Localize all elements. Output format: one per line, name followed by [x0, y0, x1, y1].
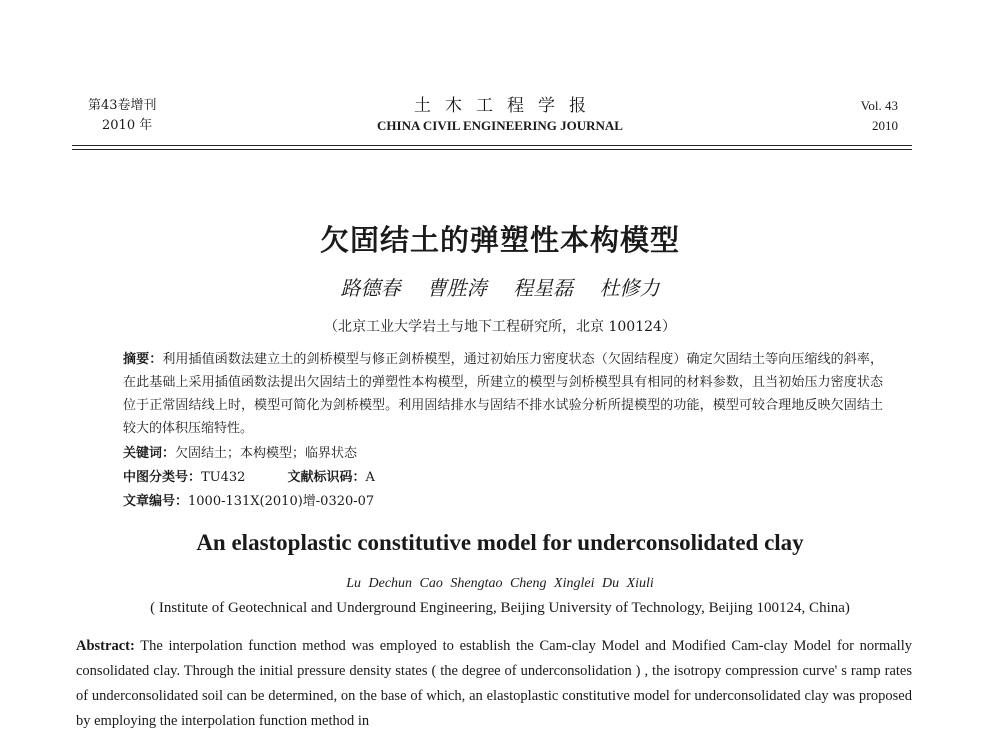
doc-code-label: 文献标识码：: [287, 470, 366, 485]
abstract-cn: [123, 348, 883, 440]
article-number-line: [123, 490, 374, 514]
header-vol-info-en: [861, 96, 898, 136]
article-number-value: 1000-131X(2010)增-0320-07: [188, 494, 375, 509]
abstract-en: [76, 634, 912, 734]
authors-cn: 路德春 曹胜涛 程星磊 杜修力: [340, 276, 660, 300]
doc-code-value: A: [365, 470, 375, 485]
paper-title-en: An elastoplastic constitutive model for underconsolidated clay: [196, 530, 804, 555]
header-journal: [0, 96, 1000, 136]
abstract-en-label: Abstract:: [76, 638, 135, 654]
clc-value: TU432: [201, 470, 246, 485]
authors-en: Lu Dechun Cao Shengtao Cheng Xinglei Du Xiuli: [346, 576, 654, 591]
paper-title-cn: 欠固结土的弹塑性本构模型: [319, 223, 680, 257]
header-year-en: 2010: [872, 118, 898, 133]
clc-label: 中图分类号：: [123, 470, 202, 485]
header-year-cn: 2010 年: [102, 118, 153, 133]
keywords-label: 关键词：: [123, 446, 176, 461]
header-volume: 第43卷增刊: [88, 98, 157, 113]
journal-name-en: CHINA CIVIL ENGINEERING JOURNAL: [377, 118, 623, 133]
header-vol-en: Vol. 43: [860, 98, 898, 113]
header-rule-thin: [72, 149, 912, 150]
header-rule-thick: [72, 145, 912, 146]
abstract-en-text: The interpolation function method was employed to establish the Cam-clay Model and Modified Cam-clay Model for normally consolidated clay. Through the initial pressure density states ( the degree of underconsolidation ) , the isotropy compression curve' s ramp rates of underconsolidated soil can be determined, on the base of which, an elastoplastic constitutive model for underconsolidated clay was proposed by employing the interpolation function method in: [76, 638, 912, 729]
affiliation-en: ( Institute of Geotechnical and Underground Engineering, Beijing University of Technology, Beijing 100124, China): [150, 600, 850, 616]
classification-line: [123, 466, 375, 490]
keywords-line: [123, 442, 357, 466]
abstract-cn-text: 利用插值函数法建立土的剑桥模型与修正剑桥模型，通过初始压力密度状态（欠固结程度）确定欠固结土等向压缩线的斜率，在此基础上采用插值函数法提出欠固结土的弹塑性本构模型，所建立的模型与剑桥模型具有相同的材料参数，且当初始压力密度状态位于正常固结线上时，模型可简化为剑桥模型。利用固结排水与固结不排水试验分析所提模型的功能，模型可较合理地反映欠固结土较大的体积压缩特性。: [123, 352, 883, 436]
abstract-cn-label: 摘要：: [123, 352, 163, 367]
affiliation-cn: （北京工业大学岩土与地下工程研究所，北京 100124）: [324, 319, 676, 335]
keywords-text: 欠固结土；本构模型；临界状态: [175, 446, 358, 461]
article-number-label: 文章编号：: [123, 494, 189, 509]
journal-name-cn: 土木工程学报: [414, 96, 600, 116]
